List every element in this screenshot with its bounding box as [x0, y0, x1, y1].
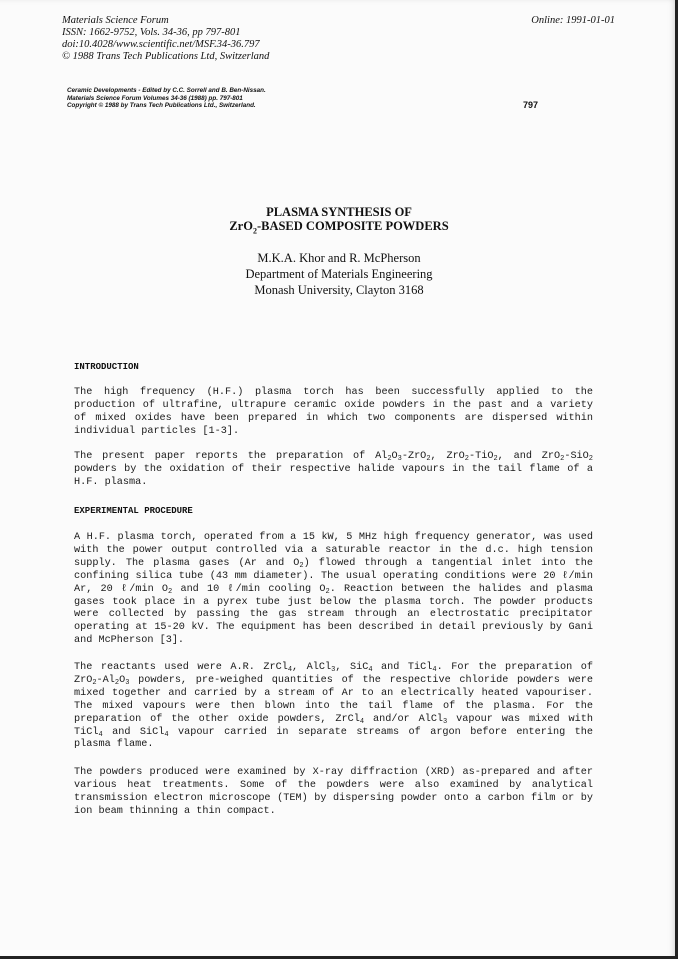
- author-department: Department of Materials Engineering: [245, 267, 433, 281]
- copyright-line: © 1988 Trans Tech Publications Ltd, Switzerland: [62, 51, 270, 62]
- paragraph-procedure-1: A H.F. plasma torch, operated from a 15 kW, 5 MHz high frequency generator, was used with the power output controlled via a saturable reactor in the d.c. high tension supply. The plasma gases (Ar and $O_2$) flowed through a tangential inlet into the confining silica tube (43 mm diameter). The usual operating conditions were 20 ℓ/min Ar, 20 ℓ/min $O_2$ and 10 ℓ/min cooling $O_2$. Reaction between the halides and plasma gases took place in a pyrex tube just below the plasma torch. The powder products were collected by passing the gas stream through an electrostatic precipitator operating at 15-20 kV. The equipment has been described in detail previously by Gani and McPherson [3].: [74, 532, 594, 647]
- doi-line: doi:10.4028/www.scientific.net/MSF.34-36.797: [62, 39, 260, 50]
- author-block: [0, 250, 678, 298]
- paragraph-introduction-1: The high frequency (H.F.) plasma torch has been successfully applied to the production of ultrafine, ultrapure ceramic oxide powders in the past and a variety of mixed oxides have been prepared in which two components are dispersed within individual particles [1-3].: [74, 387, 593, 437]
- paper-title-line-1: PLASMA SYNTHESIS OF: [266, 205, 412, 219]
- author-names: M.K.A. Khor and R. McPherson: [257, 251, 421, 265]
- author-institution: Monash University, Clayton 3168: [254, 283, 424, 297]
- title-formula: ZrO: [229, 219, 253, 233]
- section-heading-introduction: INTRODUCTION: [74, 362, 139, 372]
- citation-block: [67, 87, 266, 110]
- citation-line-1: Ceramic Developments - Edited by C.C. Sorrell and B. Ben-Nissan.: [67, 87, 266, 94]
- paragraph-procedure-3: The powders produced were examined by X-ray diffraction (XRD) as-prepared and after various heat treatments. Some of the powders were also examined by analytical transmission electron microscope (TEM) by dispersing powder onto a carbon film or by ion beam thinning a thin compact.: [74, 767, 593, 817]
- citation-line-2: Materials Science Forum Volumes 34-36 (1988) pp. 797-801: [67, 94, 243, 102]
- section-heading-procedure: EXPERIMENTAL PROCEDURE: [74, 506, 193, 516]
- journal-name: Materials Science Forum: [62, 15, 169, 26]
- page-number: 797: [523, 100, 539, 110]
- title-rest: -BASED COMPOSITE POWDERS: [256, 219, 449, 233]
- paragraph-procedure-2: The reactants used were A.R. ZrCl$_4$, AlCl$_3$, SiC$_4$ and TiCl$_4$. For the preparation of $ZrO_2-Al_2O_3$ powders, pre-weighed quantities of the respective chloride powders were mixed together and carried by a stream of Ar to an electrically heated vapouriser. The mixed vapours were then blown into the tail flame of the plasma. For the preparation of the other oxide powders, ZrCl$_4$ and/or AlCl$_3$ vapour was mixed with TiCl$_4$ and SiCl$_4$ vapour carried in separate streams of argon before entering the plasma flame.: [74, 662, 594, 751]
- title-subscript: 2: [252, 226, 257, 236]
- paragraph-introduction-2: The present paper reports the preparation of $Al_2O_3-ZrO_2$, ZrO$_2$-TiO$_2$, and ZrO$_2$-SiO$_2$ powders by the oxidation of their respective halide vapours in the tail flame of a H.F. plasma.: [74, 451, 593, 488]
- citation-line-3: Copyright © 1988 by Trans Tech Publications Ltd., Switzerland.: [67, 102, 256, 109]
- publication-metadata: [62, 15, 269, 63]
- paper-title-line-2: [0, 219, 678, 236]
- issn-line: ISSN: 1662-9752, Vols. 34-36, pp 797-801: [62, 27, 241, 38]
- online-date: Online: 1991-01-01: [531, 15, 615, 26]
